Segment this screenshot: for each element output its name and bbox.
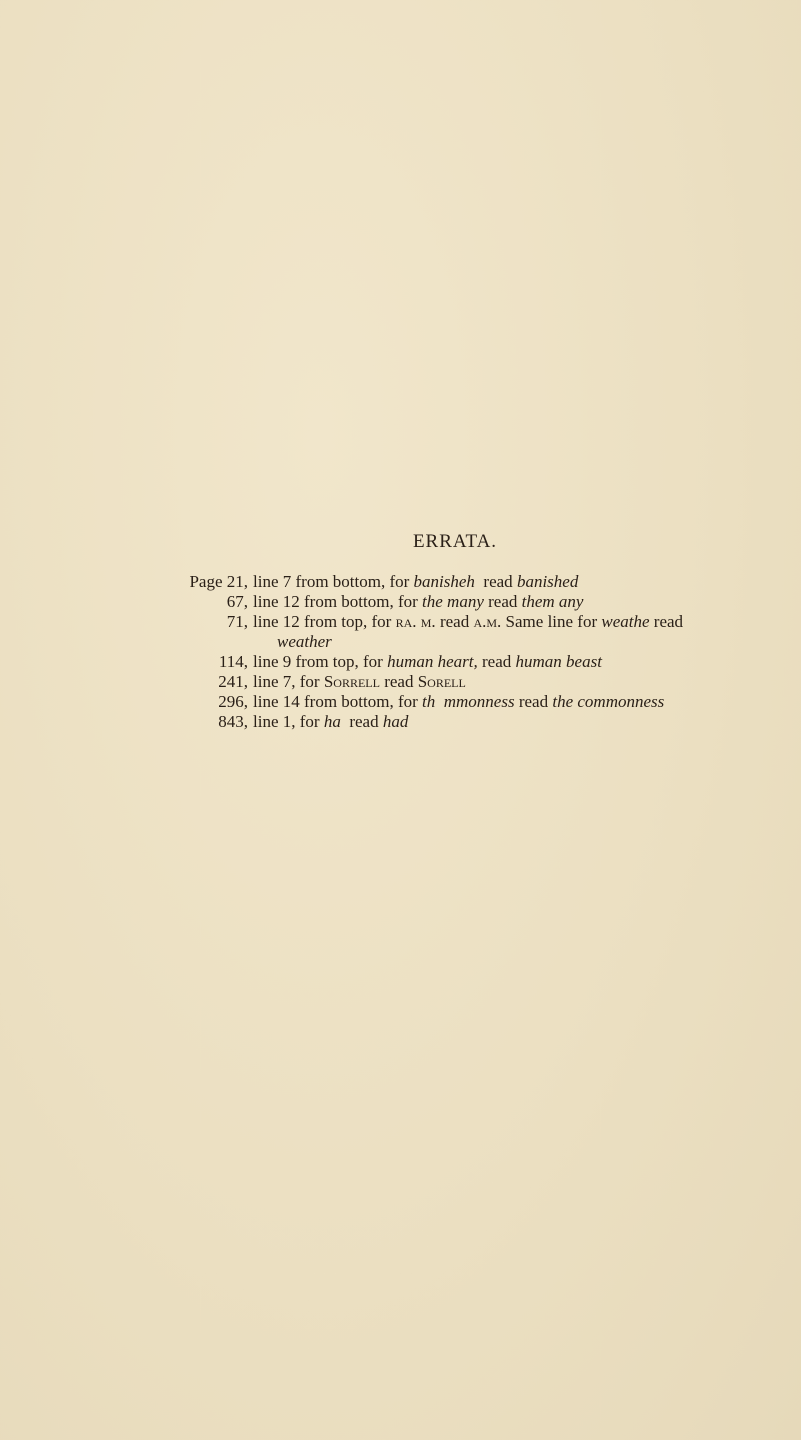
text-segment: line 7 from bottom, for — [253, 572, 414, 591]
page-number: 843, — [218, 712, 248, 731]
italic-word: banisheh — [413, 572, 475, 591]
italic-word: the commonness — [552, 692, 665, 711]
correction-text — [253, 652, 602, 672]
text-segment: read — [379, 672, 418, 691]
errata-entry — [146, 672, 786, 692]
errata-entry — [146, 572, 786, 592]
errata-entry — [146, 652, 786, 672]
text-segment: Same line for — [501, 612, 602, 631]
text-segment: ra. m. — [395, 612, 436, 631]
correction-text — [253, 672, 466, 692]
text-segment: read — [474, 572, 517, 591]
correction-text — [253, 592, 583, 612]
text-segment: read — [435, 612, 474, 631]
page-number: 67, — [226, 592, 248, 611]
italic-word: human heart, — [387, 652, 478, 671]
italic-word: the many — [422, 592, 484, 611]
italic-word: had — [382, 712, 409, 731]
text-segment: line 12 from top, for — [253, 612, 396, 631]
page-number: 241, — [218, 672, 248, 691]
errata-entry — [146, 632, 786, 652]
text-segment: a.m. — [473, 612, 502, 631]
text-segment: line 7, for — [253, 672, 324, 691]
page-number: Page 21, — [189, 572, 248, 591]
text-segment: read — [514, 692, 553, 711]
text-segment: line 9 from top, for — [253, 652, 388, 671]
italic-word: th mmonness — [422, 692, 515, 711]
text-segment: read — [649, 612, 684, 631]
errata-title: ERRATA. — [412, 531, 498, 552]
page-number: 71, — [226, 612, 248, 631]
text-segment: Sorell — [417, 672, 466, 691]
italic-word: ha — [323, 712, 341, 731]
text-segment: read — [483, 592, 522, 611]
correction-text — [253, 612, 683, 632]
text-segment: line 12 from bottom, for — [253, 592, 423, 611]
text-segment: read — [340, 712, 383, 731]
italic-word: them any — [521, 592, 584, 611]
errata-entry — [146, 592, 786, 612]
italic-word: banished — [516, 572, 579, 591]
text-segment: line 1, for — [253, 712, 324, 731]
page-number: 114, — [218, 652, 248, 671]
text-segment: Sorrell — [323, 672, 380, 691]
correction-text — [253, 712, 408, 732]
italic-word: weather — [277, 632, 332, 651]
errata-list — [146, 572, 786, 732]
correction-text — [253, 572, 578, 592]
italic-word: human beast — [515, 652, 602, 671]
page-number: 296, — [218, 692, 248, 711]
errata-entry — [146, 712, 786, 732]
text-segment: read — [477, 652, 516, 671]
correction-text — [253, 692, 664, 712]
text-segment: line 14 from bottom, for — [253, 692, 423, 711]
correction-text — [277, 632, 332, 652]
errata-entry — [146, 612, 786, 632]
italic-word: weathe — [601, 612, 650, 631]
errata-entry — [146, 692, 786, 712]
